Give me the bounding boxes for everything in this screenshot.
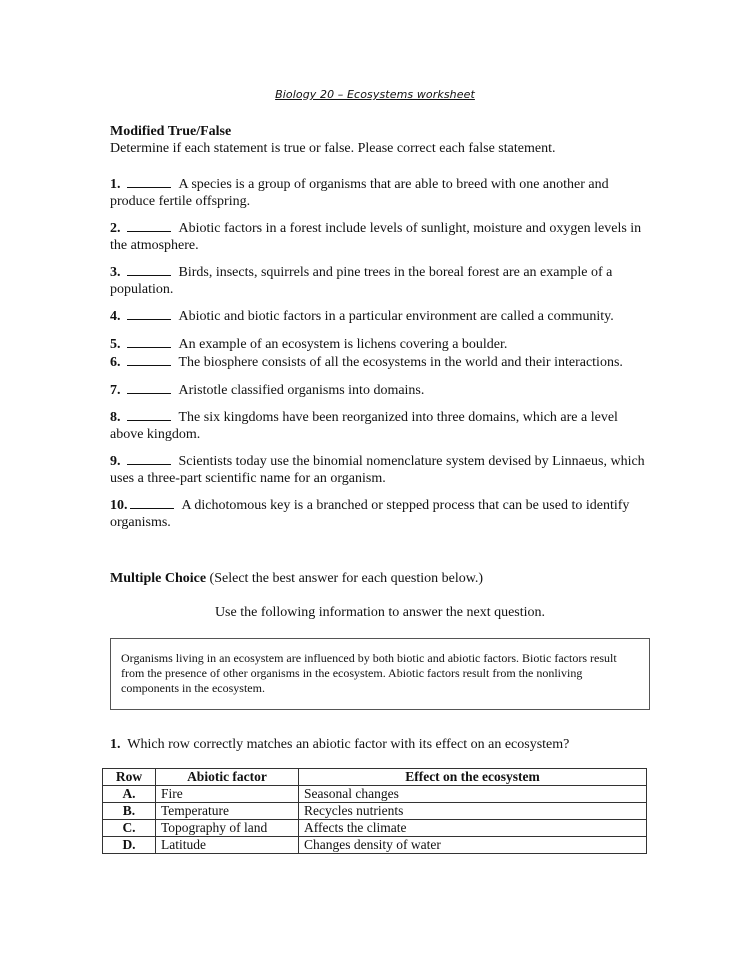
column-header-abiotic-factor: Abiotic factor — [156, 768, 299, 785]
question-text: Scientists today use the binomial nomenclature system devised by Linnaeus, which uses a three-part scientific name for an organism. — [110, 454, 645, 486]
tf-question-5 — [110, 335, 650, 354]
effect-cell: Affects the climate — [299, 819, 647, 836]
tf-question-2 — [110, 219, 650, 254]
answer-blank[interactable] — [127, 335, 171, 348]
table-row — [103, 785, 647, 802]
question-text: Which row correctly matches an abiotic factor with its effect on an ecosystem? — [127, 737, 570, 752]
tf-question-10 — [110, 496, 650, 531]
answer-blank[interactable] — [127, 408, 171, 421]
table-row — [103, 819, 647, 836]
abiotic-factor-cell: Fire — [156, 785, 299, 802]
multiple-choice-heading: Multiple Choice — [110, 571, 207, 586]
question-text: Birds, insects, squirrels and pine trees in the boreal forest are an example of a population. — [110, 265, 613, 297]
question-number: 10. — [110, 498, 128, 513]
use-info-instruction: Use the following information to answer the next question. — [214, 604, 546, 620]
page-title: Biology 20 – Ecosystems worksheet — [275, 88, 475, 101]
tf-question-6 — [110, 353, 650, 372]
question-text: A species is a group of organisms that are able to breed with one another and produce fertile offspring. — [110, 177, 609, 209]
answer-table — [102, 768, 647, 854]
question-number: 4. — [110, 309, 121, 324]
row-letter: A. — [103, 785, 156, 802]
effect-cell: Seasonal changes — [299, 785, 647, 802]
mc-question-1 — [110, 737, 650, 754]
question-text: Aristotle classified organisms into domains. — [178, 382, 425, 398]
effect-cell: Recycles nutrients — [299, 802, 647, 819]
answer-blank[interactable] — [127, 263, 171, 276]
multiple-choice-subheading: (Select the best answer for each question below.) — [209, 571, 484, 586]
effect-cell: Changes density of water — [299, 836, 647, 853]
question-text: An example of an ecosystem is lichens covering a boulder. — [178, 336, 508, 352]
tf-question-1 — [110, 175, 650, 210]
true-false-instructions: Determine if each statement is true or false. Please correct each false statement. — [110, 140, 556, 156]
question-number: 9. — [110, 454, 121, 469]
question-number: 8. — [110, 410, 121, 425]
true-false-heading: Modified True/False — [110, 124, 232, 139]
answer-blank[interactable] — [127, 452, 171, 465]
question-number: 1. — [110, 737, 121, 752]
question-number: 2. — [110, 221, 121, 236]
question-number: 1. — [110, 177, 121, 192]
tf-question-7 — [110, 381, 650, 400]
multiple-choice-heading-line — [110, 571, 650, 588]
question-text: A dichotomous key is a branched or stepped process that can be used to identify organisms. — [110, 498, 630, 530]
answer-blank[interactable] — [127, 381, 171, 394]
abiotic-factor-cell: Latitude — [156, 836, 299, 853]
table-row — [103, 802, 647, 819]
answer-blank[interactable] — [127, 175, 171, 188]
question-text: The biosphere consists of all the ecosystems in the world and their interactions. — [178, 355, 623, 370]
abiotic-factor-cell: Topography of land — [156, 819, 299, 836]
row-letter: C. — [103, 819, 156, 836]
tf-question-3 — [110, 263, 650, 298]
column-header-effect: Effect on the ecosystem — [299, 768, 647, 785]
row-letter: D. — [103, 836, 156, 853]
question-number: 3. — [110, 265, 121, 280]
question-number: 7. — [110, 382, 121, 398]
question-number: 6. — [110, 355, 121, 370]
table-row — [103, 836, 647, 853]
row-letter: B. — [103, 802, 156, 819]
worksheet-content — [110, 124, 650, 854]
answer-blank[interactable] — [130, 496, 174, 509]
table-header-row — [103, 768, 647, 785]
answer-blank[interactable] — [127, 353, 171, 366]
question-number: 5. — [110, 336, 121, 352]
tf-question-9 — [110, 452, 650, 487]
question-text: The six kingdoms have been reorganized into three domains, which are a level above kingdom. — [110, 410, 618, 442]
question-text: Abiotic factors in a forest include levels of sunlight, moisture and oxygen levels in the atmosphere. — [110, 221, 642, 253]
abiotic-factor-cell: Temperature — [156, 802, 299, 819]
tf-question-4 — [110, 307, 650, 326]
tf-question-8 — [110, 408, 650, 443]
column-header-row: Row — [103, 768, 156, 785]
question-text: Abiotic and biotic factors in a particular environment are called a community. — [178, 309, 614, 324]
answer-blank[interactable] — [127, 307, 171, 320]
answer-blank[interactable] — [127, 219, 171, 232]
info-box: Organisms living in an ecosystem are influenced by both biotic and abiotic factors. Biotic factors result from the presence of other organisms in the ecosystem. Abiotic factors result from the nonliving components in the ecosystem. — [110, 638, 650, 710]
